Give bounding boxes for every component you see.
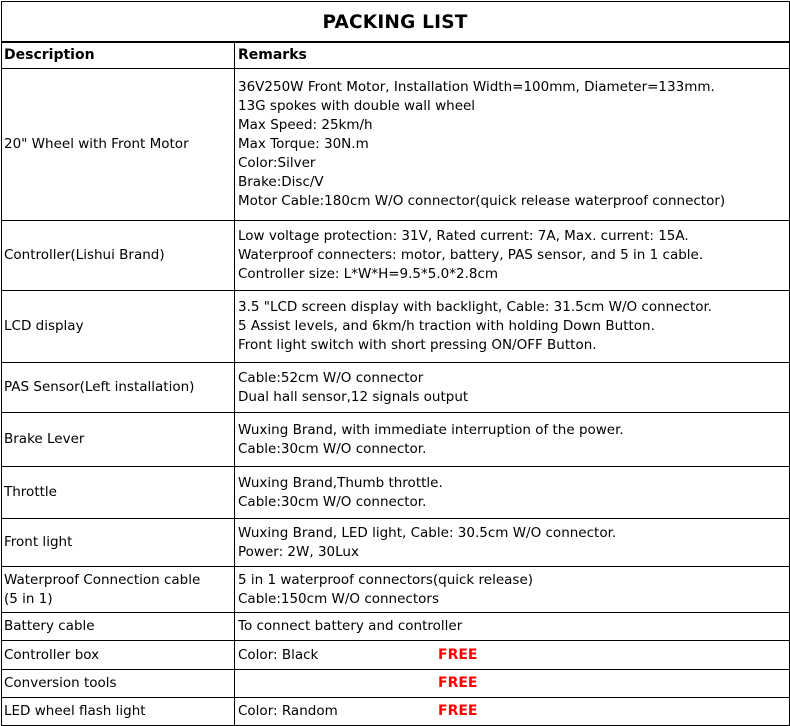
row-description	[4, 670, 232, 697]
remarks-line: Waterproof connecters: motor, battery, PAS sensor, and 5 in 1 cable.	[238, 247, 704, 263]
row-description	[4, 567, 232, 612]
row-description	[4, 413, 232, 466]
row-remarks	[238, 670, 788, 697]
remarks-line: Power: 2W, 30Lux	[238, 543, 359, 560]
row-remarks	[238, 613, 788, 640]
remarks-line: Wuxing Brand,Thumb throttle.	[238, 474, 443, 491]
row-description	[4, 221, 232, 290]
remarks-line: Cable:150cm W/O connectors	[238, 590, 439, 607]
remarks-line: Cable:52cm W/O connector	[238, 369, 424, 386]
free-badge: FREE	[438, 703, 478, 719]
remarks-line: Color: Black	[238, 646, 319, 663]
remarks-line: 13G spokes with double wall wheel	[238, 98, 476, 114]
free-badge: FREE	[438, 646, 478, 663]
header-remarks	[238, 43, 788, 68]
free-badge: FREE	[438, 675, 478, 691]
row-remarks	[238, 567, 788, 612]
header-description	[4, 43, 232, 68]
description-line: (5 in 1)	[4, 590, 53, 607]
header-remarks-label: Remarks	[238, 47, 307, 63]
remarks-line: Wuxing Brand, with immediate interruption of the power.	[238, 421, 624, 438]
remarks-line: 5 Assist levels, and 6km/h traction with holding Down Button.	[238, 318, 655, 334]
column-divider	[234, 42, 235, 725]
remarks-line: 5 in 1 waterproof connectors(quick release)	[238, 571, 534, 588]
remarks-line: Cable:30cm W/O connector.	[238, 493, 427, 510]
remarks-line: Max Torque: 30N.m	[238, 136, 369, 152]
remarks-line: Controller size: L*W*H=9.5*5.0*2.8cm	[238, 266, 499, 282]
row-remarks	[238, 69, 788, 220]
description-line: Throttle	[4, 484, 57, 500]
remarks-line: Dual hall sensor,12 signals output	[238, 388, 469, 405]
remarks-line: To connect battery and controller	[238, 618, 463, 634]
description-line: Controller(Lishui Brand)	[4, 247, 165, 263]
description-line: Controller box	[4, 646, 100, 663]
row-description	[4, 613, 232, 640]
row-remarks	[238, 698, 788, 725]
description-line: Battery cable	[4, 618, 95, 634]
row-description	[4, 519, 232, 566]
description-line: Brake Lever	[4, 431, 85, 447]
remarks-line: Low voltage protection: 31V, Rated current: 7A, Max. current: 15A.	[238, 228, 689, 244]
row-description	[4, 467, 232, 518]
description-line: PAS Sensor(Left installation)	[4, 379, 195, 395]
row-description	[4, 363, 232, 412]
remarks-line: Motor Cable:180cm W/O connector(quick release waterproof connector)	[238, 193, 726, 209]
row-description	[4, 291, 232, 362]
remarks-line: Color: Random	[238, 703, 338, 719]
remarks-line: Color:Silver	[238, 155, 316, 171]
row-remarks	[238, 519, 788, 566]
table-title: PACKING LIST	[322, 11, 468, 33]
remarks-line: Front light switch with short pressing ON/OFF Button.	[238, 337, 597, 353]
description-line: Front light	[4, 534, 73, 550]
remarks-line: Cable:30cm W/O connector.	[238, 440, 427, 457]
remarks-line: Max Speed: 25km/h	[238, 117, 373, 133]
description-line: LED wheel flash light	[4, 703, 146, 719]
row-description	[4, 698, 232, 725]
row-remarks	[238, 413, 788, 466]
header-description-label: Description	[4, 47, 95, 63]
description-line: Conversion tools	[4, 675, 117, 691]
remarks-line: Wuxing Brand, LED light, Cable: 30.5cm W/O connector.	[238, 524, 617, 541]
row-remarks	[238, 467, 788, 518]
row-remarks	[238, 221, 788, 290]
description-line: LCD display	[4, 318, 84, 334]
remarks-line: Brake:Disc/V	[238, 174, 324, 190]
row-remarks	[238, 641, 788, 669]
description-line: Waterproof Connection cable	[4, 571, 201, 588]
remarks-line: 3.5 "LCD screen display with backlight, Cable: 31.5cm W/O connector.	[238, 299, 713, 315]
row-remarks	[238, 291, 788, 362]
description-line: 20" Wheel with Front Motor	[4, 136, 189, 152]
row-remarks	[238, 363, 788, 412]
row-description	[4, 69, 232, 220]
row-description	[4, 641, 232, 669]
remarks-line: 36V250W Front Motor, Installation Width=100mm, Diameter=133mm.	[238, 79, 715, 95]
